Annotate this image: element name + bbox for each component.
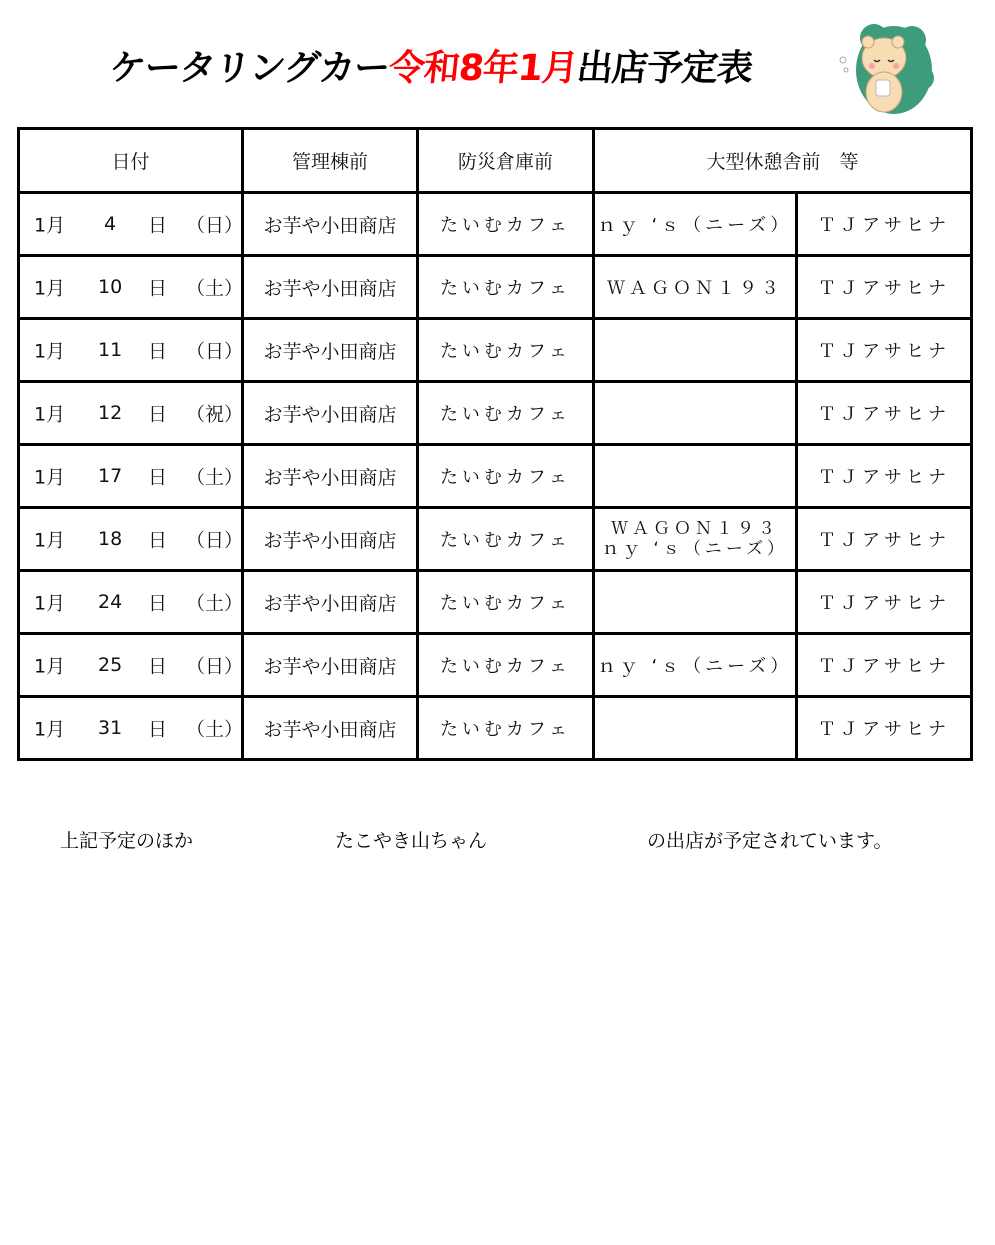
oogata-vendor: ｎｙ ‘ｓ（ニーズ） (597, 656, 793, 677)
schedule-table (17, 127, 973, 761)
date-cell (19, 445, 243, 508)
bousai-vendor: たいむカフェ (418, 193, 594, 256)
date-month: 1月 (34, 340, 66, 363)
header-bousai: 防災倉庫前 (418, 129, 594, 193)
date-weekday: （日） (186, 655, 244, 678)
bousai-vendor: たいむカフェ (418, 256, 594, 319)
date-unit: 日 (148, 277, 168, 300)
page-title (107, 40, 755, 91)
oogata-cell (594, 319, 797, 382)
bousai-vendor: たいむカフェ (418, 697, 594, 760)
date-cell (19, 382, 243, 445)
bousai-vendor: たいむカフェ (418, 571, 594, 634)
oogata-vendor: ＷＡＧＯＮ１９３ (611, 519, 779, 539)
footer-prefix: 上記予定のほか (60, 830, 194, 852)
date-unit: 日 (148, 403, 168, 426)
oogata-cell (594, 445, 797, 508)
date-weekday: （土） (186, 592, 244, 615)
kanrito-vendor: お芋や小田商店 (243, 508, 418, 571)
header-date: 日付 (19, 129, 243, 193)
table-row (19, 634, 972, 697)
date-unit: 日 (148, 529, 168, 552)
oogata-cell (594, 193, 797, 256)
oogata-vendor-2: ＴＪアサヒナ (797, 382, 972, 445)
date-day: 24 (98, 591, 123, 613)
table-row (19, 382, 972, 445)
date-month: 1月 (34, 718, 66, 741)
date-month: 1月 (34, 214, 66, 237)
date-month: 1月 (34, 592, 66, 615)
title-part3: 出店予定表 (574, 48, 755, 89)
oogata-vendor-2: ＴＪアサヒナ (797, 508, 972, 571)
title-date: 令和8年1月 (386, 48, 580, 89)
date-day: 18 (98, 528, 123, 550)
date-month: 1月 (34, 466, 66, 489)
date-cell (19, 697, 243, 760)
oogata-vendor-2: ＴＪアサヒナ (797, 256, 972, 319)
header-oogata: 大型休憩舎前 等 (594, 129, 972, 193)
date-day: 12 (98, 402, 123, 424)
oogata-vendor: ｎｙ ‘ｓ（ニーズ） (602, 539, 788, 559)
date-unit: 日 (148, 655, 168, 678)
oogata-cell (594, 256, 797, 319)
table-row (19, 256, 972, 319)
date-month: 1月 (34, 655, 66, 678)
oogata-cell (594, 508, 797, 571)
date-cell (19, 319, 243, 382)
date-weekday: （祝） (186, 403, 244, 426)
table-row (19, 697, 972, 760)
date-day: 25 (98, 654, 123, 676)
kanrito-vendor: お芋や小田商店 (243, 319, 418, 382)
table-row (19, 571, 972, 634)
kanrito-vendor: お芋や小田商店 (243, 256, 418, 319)
oogata-cell (594, 634, 797, 697)
date-weekday: （日） (186, 214, 244, 237)
table-row (19, 445, 972, 508)
date-cell (19, 256, 243, 319)
header-kanrito: 管理棟前 (243, 129, 418, 193)
date-day: 10 (98, 276, 123, 298)
date-day: 31 (98, 717, 123, 739)
kanrito-vendor: お芋や小田商店 (243, 382, 418, 445)
date-weekday: （土） (186, 277, 244, 300)
table-row (19, 319, 972, 382)
oogata-vendor-2: ＴＪアサヒナ (797, 571, 972, 634)
hedgehog-mascot-icon (834, 18, 934, 118)
date-cell (19, 634, 243, 697)
table-row (19, 508, 972, 571)
date-cell (19, 193, 243, 256)
bousai-vendor: たいむカフェ (418, 382, 594, 445)
date-weekday: （土） (186, 718, 244, 741)
oogata-vendor-2: ＴＪアサヒナ (797, 319, 972, 382)
bousai-vendor: たいむカフェ (418, 508, 594, 571)
date-month: 1月 (34, 403, 66, 426)
kanrito-vendor: お芋や小田商店 (243, 445, 418, 508)
date-day: 4 (103, 213, 117, 235)
kanrito-vendor: お芋や小田商店 (243, 193, 418, 256)
date-weekday: （日） (186, 529, 244, 552)
oogata-vendor: ＷＡＧＯＮ１９３ (607, 278, 783, 299)
oogata-vendor: ｎｙ ‘ｓ（ニーズ） (597, 215, 793, 236)
kanrito-vendor: お芋や小田商店 (243, 634, 418, 697)
date-weekday: （日） (186, 340, 244, 363)
date-unit: 日 (148, 214, 168, 237)
footer-suffix: の出店が予定されています。 (647, 830, 893, 852)
bousai-vendor: たいむカフェ (418, 634, 594, 697)
table-row (19, 193, 972, 256)
date-unit: 日 (148, 718, 168, 741)
date-day: 17 (98, 465, 123, 487)
oogata-cell (594, 382, 797, 445)
date-weekday: （土） (186, 466, 244, 489)
kanrito-vendor: お芋や小田商店 (243, 697, 418, 760)
bousai-vendor: たいむカフェ (418, 319, 594, 382)
kanrito-vendor: お芋や小田商店 (243, 571, 418, 634)
footer-shop: たこやき山ちゃん (335, 830, 488, 852)
table-header-row (19, 129, 972, 193)
date-month: 1月 (34, 529, 66, 552)
date-unit: 日 (148, 340, 168, 363)
date-cell (19, 571, 243, 634)
bousai-vendor: たいむカフェ (418, 445, 594, 508)
oogata-cell (594, 571, 797, 634)
date-unit: 日 (148, 466, 168, 489)
date-month: 1月 (34, 277, 66, 300)
date-cell (19, 508, 243, 571)
oogata-vendor-2: ＴＪアサヒナ (797, 193, 972, 256)
date-unit: 日 (148, 592, 168, 615)
oogata-vendor-2: ＴＪアサヒナ (797, 445, 972, 508)
date-day: 11 (98, 339, 123, 361)
title-part1: ケータリングカー (107, 48, 392, 89)
oogata-vendor-2: ＴＪアサヒナ (797, 697, 972, 760)
oogata-vendor-2: ＴＪアサヒナ (797, 634, 972, 697)
oogata-cell (594, 697, 797, 760)
